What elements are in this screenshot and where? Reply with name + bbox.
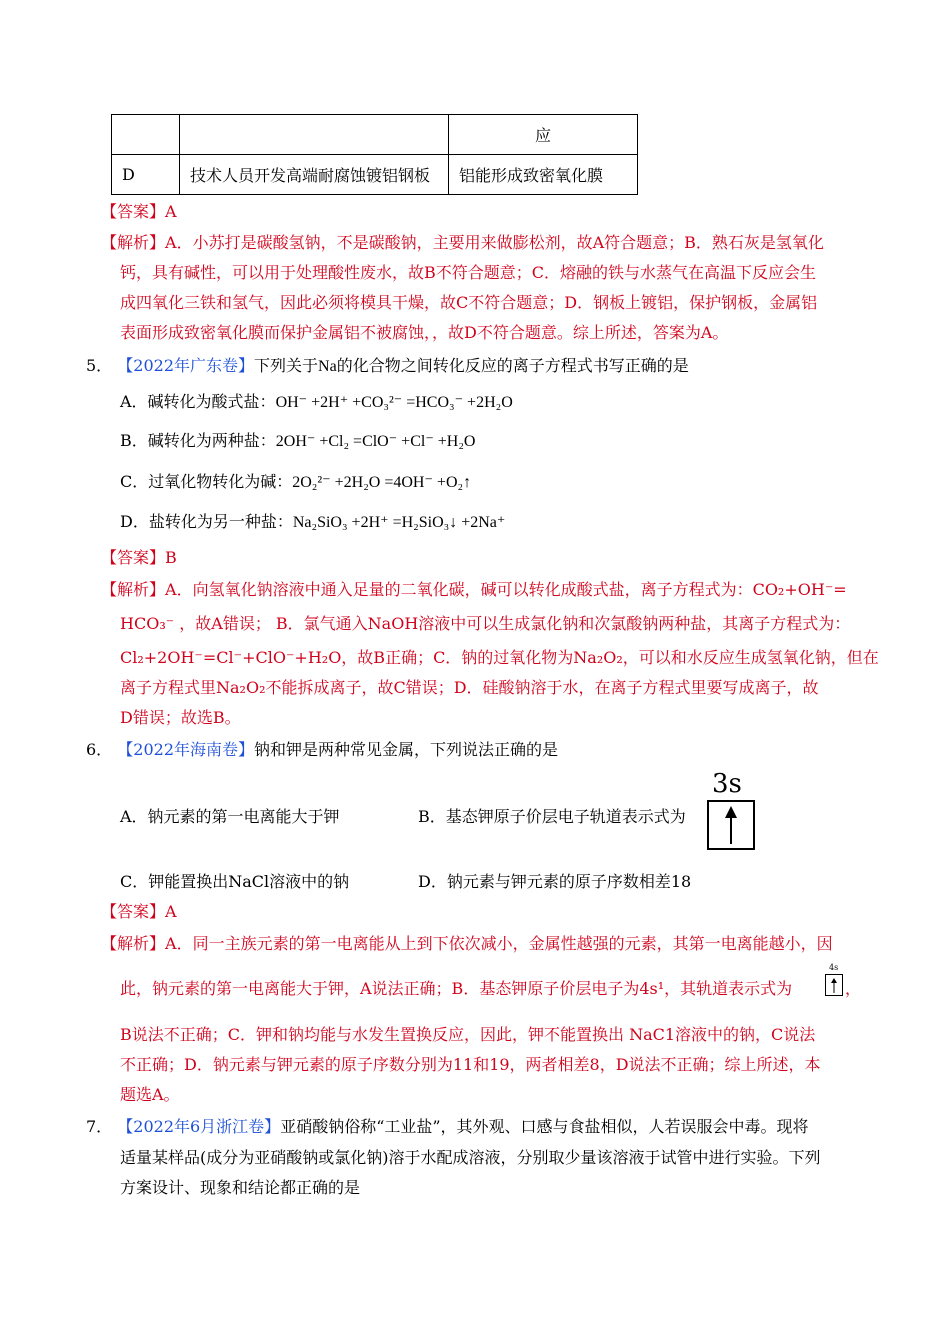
table-cell: 铝能形成致密氧化膜 [449, 155, 638, 195]
q6-analysis-line: 此，钠元素的第一电离能大于钾，A说法正确；B．基态钾原子价层电子为4s¹，其轨道表示式为 [120, 979, 793, 998]
orbital-label: 3s [712, 769, 742, 799]
question-number: 7． [86, 1117, 113, 1136]
stem-text: 亚硝酸钠俗称“工业盐”，其外观、口感与食盐相似，人若误服会中毒。现将 [280, 1117, 809, 1136]
option-label: C．过氧化物转化为碱： [120, 472, 293, 491]
option-formula: 2O₂²⁻ +2H₂O =4OH⁻ +O₂↑ [292, 474, 472, 491]
question-7-stem-line: 适量某样品(成分为亚硝酸钠或氯化钠)溶于水配成溶液，分别取少量该溶液于试管中进行实验。下列 [120, 1148, 821, 1167]
q6-analysis-line: 题选A。 [120, 1085, 180, 1104]
question-number: 6． [86, 740, 113, 759]
option-formula: 2OH⁻ +Cl₂ =ClO⁻ +Cl⁻ +H₂O [275, 433, 476, 450]
orbital-small-box [825, 974, 843, 996]
q6-answer [101, 900, 177, 924]
q5-analysis-line: HCO₃⁻ ，故A错误； B．氯气通入NaOH溶液中可以生成氯化钠和次氯酸钠两种盐，其离子方程式为： [120, 614, 851, 633]
table-row [112, 155, 638, 195]
q5-analysis-line: D错误；故选B。 [120, 708, 241, 727]
q4-analysis-line: 钙，具有碱性，可以用于处理酸性废水，故B不符合题意；C．熔融的铁与水蒸气在高温下反应会生 [120, 263, 817, 282]
q4-analysis-line [101, 231, 824, 255]
question-source: 【2022年6月浙江卷】 [117, 1117, 281, 1136]
analysis-label: 【解析】 [101, 233, 166, 252]
options-table [111, 114, 638, 195]
question-5-stem [86, 354, 689, 379]
answer-label: 【答案】 [101, 548, 166, 567]
answer-value: B [165, 548, 177, 567]
option-label: B．碱转化为两种盐： [120, 431, 276, 450]
stem-text: 钠和钾是两种常见金属，下列说法正确的是 [254, 740, 559, 759]
option-a: A．钠元素的第一电离能大于钾 [120, 807, 340, 826]
question-7-stem [86, 1115, 809, 1139]
option-b: B．基态钾原子价层电子轨道表示式为 [418, 807, 686, 826]
option-b [120, 429, 475, 454]
answer-label: 【答案】 [101, 902, 166, 921]
question-6-stem [86, 738, 558, 762]
q6-analysis-line: 不正确；D．钠元素与钾元素的原子序数分别为11和19，两者相差8，D说法不正确；综上所述，本 [120, 1055, 821, 1074]
table-cell: D [112, 155, 180, 195]
q4-analysis-line: 表面形成致密氧化膜而保护金属铝不被腐蚀，，故D不符合题意。综上所述，答案为A。 [120, 323, 729, 342]
orbital-small-label: 4s [829, 963, 839, 972]
answer-label: 【答案】 [101, 202, 166, 221]
q5-analysis-line: Cl₂+2OH⁻=Cl⁻+ClO⁻+H₂O，故B正确；C．钠的过氧化物为Na₂O₂，可以和水反应生成氢氧化钠，但在 [120, 648, 879, 667]
table-cell: 技术人员开发高端耐腐蚀镀铝钢板 [180, 155, 449, 195]
comma-text: ， [845, 979, 862, 998]
table-cell: 应 [449, 115, 638, 155]
option-formula: Na₂SiO₃ +2H⁺ =H₂SiO₃↓ +2Na⁺ [292, 514, 506, 531]
table-cell [112, 115, 180, 155]
option-label: D．盐转化为另一种盐： [120, 512, 293, 531]
stem-formula: Na [318, 358, 337, 375]
q6-analysis-line [101, 932, 833, 956]
up-arrow-icon [826, 975, 842, 995]
answer-value: A [165, 902, 177, 921]
option-d [120, 510, 505, 535]
orbital-box [707, 800, 755, 850]
option-c [120, 470, 471, 495]
answer-value: A [165, 202, 177, 221]
analysis-text: A．同一主族元素的第一电离能从上到下依次减小，金属性越强的元素，其第一电离能越小，因 [165, 934, 833, 953]
question-source: 【2022年海南卷】 [117, 740, 255, 759]
stem-text: 下列关于 [254, 356, 319, 375]
analysis-label: 【解析】 [101, 580, 166, 599]
q4-analysis-line: 成四氧化三铁和氢气，因此必须将模具干燥，故C不符合题意；D．钢板上镀铝，保护钢板，金属铝 [120, 293, 818, 312]
q6-analysis-line: B说法不正确；C．钾和钠均能与水发生置换反应，因此，钾不能置换出 NaC1溶液中的钠，C说法 [120, 1025, 816, 1044]
q5-analysis-line [101, 578, 847, 602]
up-arrow-icon [709, 802, 753, 848]
analysis-text: A．向氢氧化钠溶液中通入足量的二氧化碳，碱可以转化成酸式盐，离子方程式为：CO₂+OH⁻= [165, 580, 847, 599]
question-source: 【2022年广东卷】 [117, 356, 255, 375]
option-label: A．碱转化为酸式盐： [120, 392, 276, 411]
option-a [120, 390, 513, 415]
option-c: C．钾能置换出NaCl溶液中的钠 [120, 872, 350, 891]
analysis-label: 【解析】 [101, 934, 166, 953]
question-7-stem-line: 方案设计、现象和结论都正确的是 [120, 1178, 361, 1197]
analysis-text: A．小苏打是碳酸氢钠，不是碳酸钠，主要用来做膨松剂，故A符合题意；B．熟石灰是氢氧化 [165, 233, 824, 252]
question-number: 5． [86, 356, 113, 375]
q4-answer [101, 200, 177, 224]
table-cell [180, 115, 449, 155]
q5-analysis-line: 离子方程式里Na₂O₂不能拆成离子，故C错误；D．硅酸钠溶于水，在离子方程式里要写成离子，故 [120, 678, 819, 697]
q5-answer [101, 546, 177, 570]
option-formula: OH⁻ +2H⁺ +CO₃²⁻ =HCO₃⁻ +2H₂O [275, 394, 513, 411]
option-d: D．钠元素与钾元素的原子序数相差18 [418, 872, 692, 891]
table-row [112, 115, 638, 155]
stem-text: 的化合物之间转化反应的离子方程式书写正确的是 [336, 356, 689, 375]
